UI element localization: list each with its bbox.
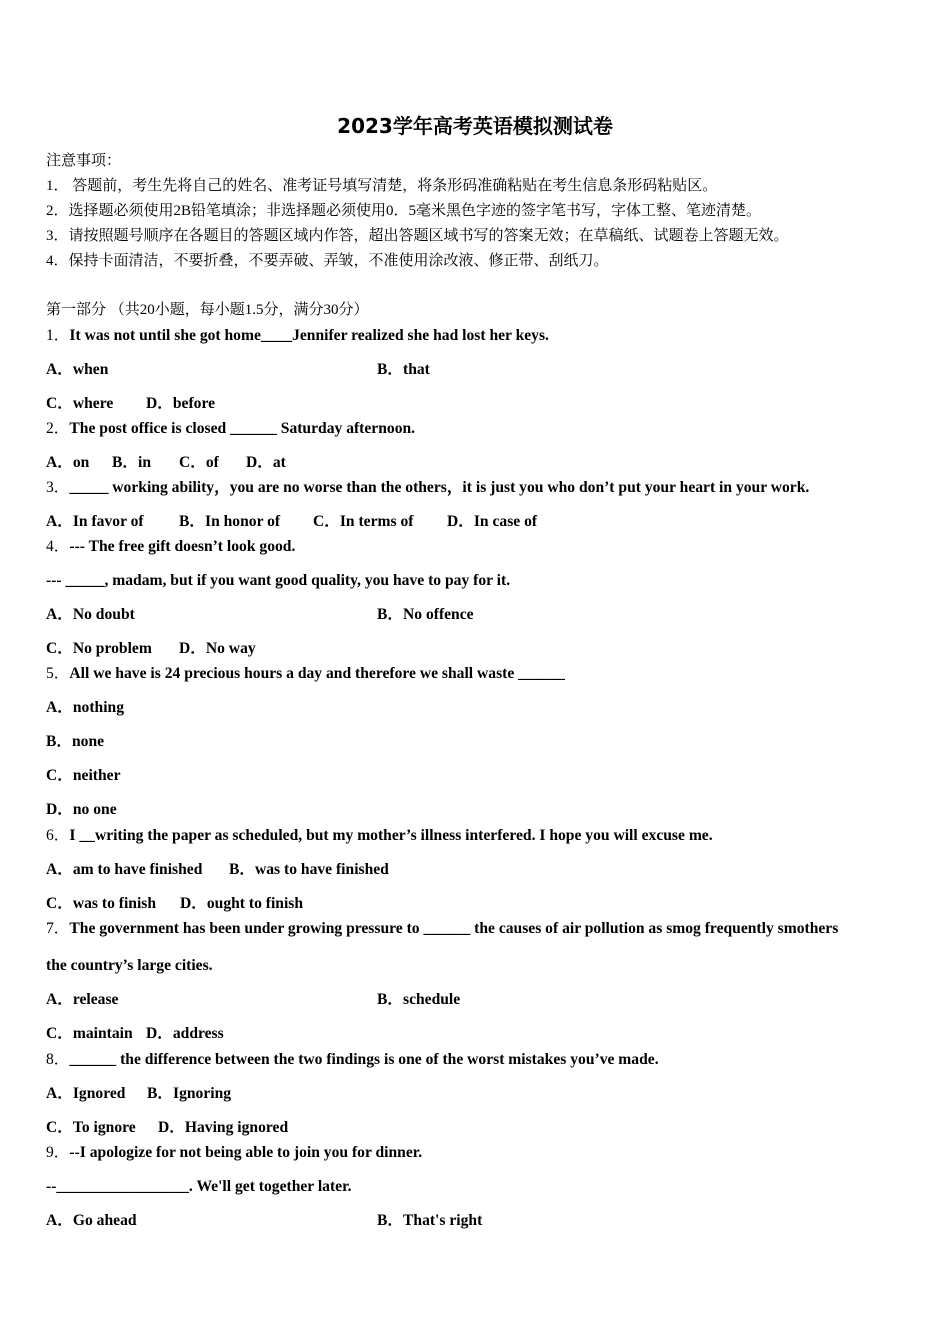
- question-8: [46, 1052, 659, 1068]
- question-number: 6．: [46, 827, 70, 844]
- question-7: [46, 921, 838, 937]
- option-c[interactable]: C．In terms of: [313, 513, 414, 530]
- option-a[interactable]: A．am to have finished: [46, 861, 203, 878]
- question-text: I __writing the paper as scheduled, but my mother’s illness interfered. I hope you will excuse me.: [69, 827, 713, 844]
- question-number: 5．: [46, 665, 70, 682]
- question-1: [46, 328, 549, 344]
- option-a[interactable]: A．No doubt: [46, 606, 135, 623]
- option-b[interactable]: B．Ignoring: [147, 1085, 232, 1102]
- option-c[interactable]: C．of: [179, 454, 219, 471]
- page-title: 2023学年高考英语模拟测试卷: [337, 114, 613, 138]
- option-b[interactable]: B．none: [46, 733, 105, 750]
- option-b[interactable]: B．In honor of: [179, 513, 281, 530]
- option-b[interactable]: B．in: [112, 454, 151, 471]
- option-d[interactable]: D．no one: [46, 801, 117, 818]
- option-a[interactable]: A．Ignored: [46, 1085, 126, 1102]
- option-d[interactable]: D．before: [146, 395, 215, 412]
- question-number: 9．: [46, 1144, 70, 1161]
- notice-item: 1． 答题前，考生先将自己的姓名、准考证号填写清楚，将条形码准确粘贴在考生信息条形码粘贴区。: [46, 178, 718, 194]
- question-text: The government has been under growing pressure to ______ the causes of air pollution as smog frequently smothers: [69, 920, 839, 937]
- option-c[interactable]: C．neither: [46, 767, 121, 784]
- question-text: --- The free gift doesn’t look good.: [69, 538, 296, 555]
- option-b[interactable]: B．That's right: [377, 1212, 483, 1229]
- option-d[interactable]: D．ought to finish: [180, 895, 304, 912]
- question-text: All we have is 24 precious hours a day and therefore we shall waste ______: [69, 665, 565, 682]
- option-c[interactable]: C．To ignore: [46, 1119, 136, 1136]
- option-c[interactable]: C．was to finish: [46, 895, 157, 912]
- question-4-reply: --- _____, madam, but if you want good quality, you have to pay for it.: [46, 572, 511, 589]
- option-d[interactable]: D．No way: [179, 640, 256, 657]
- question-3: [46, 480, 809, 496]
- notice-item: 3．请按照题号顺序在各题目的答题区域内作答，超出答题区域书写的答案无效；在草稿纸、试题卷上答题无效。: [46, 228, 789, 244]
- option-d[interactable]: D．In case of: [447, 513, 538, 530]
- option-a[interactable]: A．on: [46, 454, 90, 471]
- question-9: [46, 1145, 422, 1161]
- option-a[interactable]: A．In favor of: [46, 513, 144, 530]
- option-d[interactable]: D．address: [146, 1025, 224, 1042]
- question-7-continued: the country’s large cities.: [46, 957, 213, 974]
- option-a[interactable]: A．when: [46, 361, 109, 378]
- question-5: [46, 666, 565, 682]
- option-c[interactable]: C．maintain: [46, 1025, 133, 1042]
- notice-heading: 注意事项：: [46, 153, 122, 169]
- question-text: ______ the difference between the two findings is one of the worst mistakes you’ve made.: [69, 1051, 659, 1068]
- option-a[interactable]: A．nothing: [46, 699, 124, 716]
- option-a[interactable]: A．Go ahead: [46, 1212, 137, 1229]
- question-text: It was not until she got home____Jennifer realized she had lost her keys.: [69, 327, 549, 344]
- question-number: 7．: [46, 920, 70, 937]
- section-heading: 第一部分 （共20小题，每小题1.5分，满分30分）: [46, 302, 369, 318]
- question-text: The post office is closed ______ Saturday afternoon.: [69, 420, 416, 437]
- option-c[interactable]: C．where: [46, 395, 114, 412]
- question-2: [46, 421, 415, 437]
- question-text: --I apologize for not being able to join you for dinner.: [69, 1144, 423, 1161]
- question-text: _____ working ability，you are no worse than the others，it is just you who don’t put your heart in your work.: [69, 479, 810, 496]
- question-9-reply: --_________________. We'll get together later.: [46, 1178, 352, 1195]
- notice-item: 2．选择题必须使用2B铅笔填涂；非选择题必须使用0．5毫米黑色字迹的签字笔书写，字体工整、笔迹清楚。: [46, 203, 762, 219]
- option-b[interactable]: B．No offence: [377, 606, 474, 623]
- option-d[interactable]: D．Having ignored: [158, 1119, 289, 1136]
- question-number: 1．: [46, 327, 70, 344]
- option-d[interactable]: D．at: [246, 454, 286, 471]
- notice-item: 4．保持卡面清洁，不要折叠，不要弄破、弄皱，不准使用涂改液、修正带、刮纸刀。: [46, 253, 609, 269]
- option-b[interactable]: B．schedule: [377, 991, 461, 1008]
- question-number: 2．: [46, 420, 70, 437]
- option-a[interactable]: A．release: [46, 991, 119, 1008]
- question-number: 4．: [46, 538, 70, 555]
- option-c[interactable]: C．No problem: [46, 640, 152, 657]
- option-b[interactable]: B．was to have finished: [229, 861, 389, 878]
- question-number: 3．: [46, 479, 70, 496]
- question-6: [46, 828, 713, 844]
- question-number: 8．: [46, 1051, 70, 1068]
- question-4: [46, 539, 295, 555]
- option-b[interactable]: B．that: [377, 361, 430, 378]
